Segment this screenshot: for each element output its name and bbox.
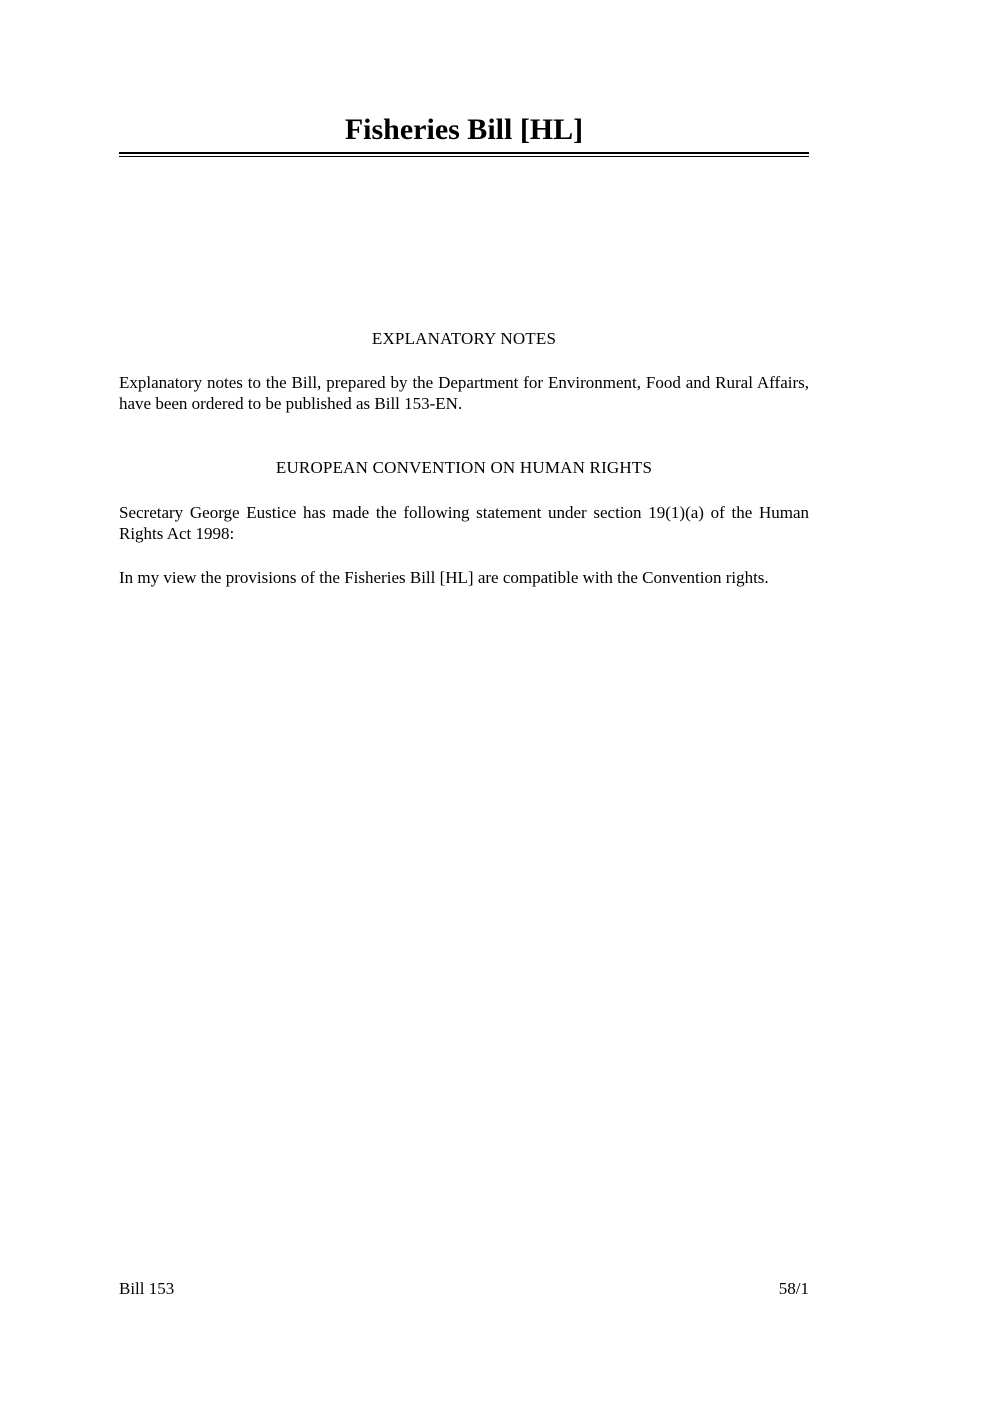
title-rule-bottom	[119, 156, 809, 157]
explanatory-notes-paragraph: Explanatory notes to the Bill, prepared by the Department for Environment, Food and Rural Affairs, have been ordered to be published as Bill 153-EN.	[119, 373, 809, 413]
echr-statement-paragraph: Secretary George Eustice has made the following statement under section 19(1)(a) of the Human Rights Act 1998:	[119, 503, 809, 543]
section-heading-explanatory-notes: EXPLANATORY NOTES	[371, 329, 557, 348]
section-heading-echr: EUROPEAN CONVENTION ON HUMAN RIGHTS	[275, 458, 653, 477]
title-rule-top	[119, 152, 809, 154]
footer-bill-number: Bill 153	[119, 1279, 175, 1298]
echr-compatibility-paragraph: In my view the provisions of the Fisheries Bill [HL] are compatible with the Convention rights.	[119, 568, 769, 587]
footer-print-reference: 58/1	[778, 1279, 809, 1298]
page-title: Fisheries Bill [HL]	[344, 113, 584, 146]
